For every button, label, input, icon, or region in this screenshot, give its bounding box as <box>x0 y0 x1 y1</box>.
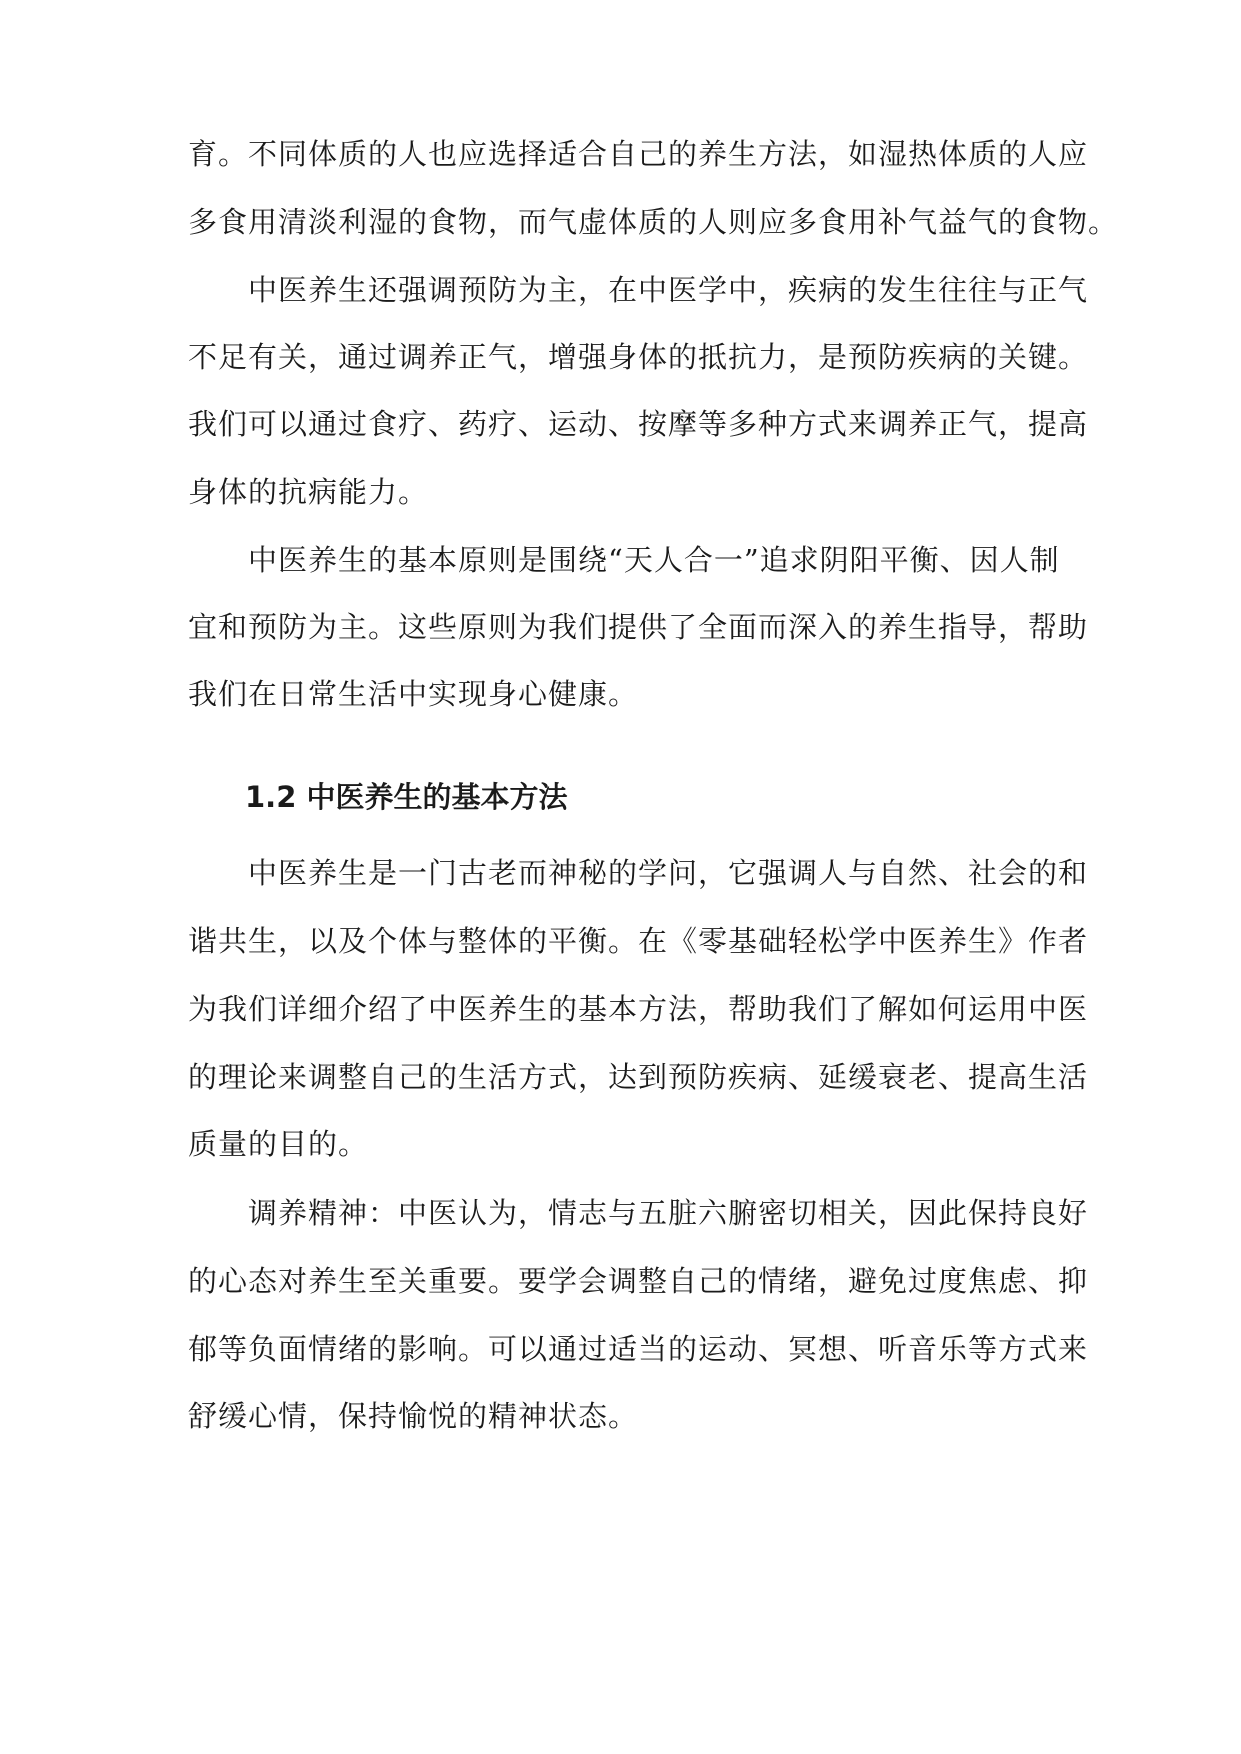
text-line: 育。不同体质的人也应选择适合自己的养生方法，如湿热体质的人应 <box>188 137 1089 171</box>
text-line: 身体的抗病能力。 <box>188 475 429 509</box>
text-line: 为我们详细介绍了中医养生的基本方法，帮助我们了解如何运用中医 <box>188 992 1089 1026</box>
text-line: 中医养生的基本原则是围绕“天人合一”追求阴阳平衡、因人制 <box>188 543 1060 577</box>
text-line: 的心态对养生至关重要。要学会调整自己的情绪，避免过度焦虑、抑 <box>188 1264 1089 1298</box>
text-line: 不足有关，通过调养正气，增强身体的抵抗力，是预防疾病的关键。 <box>188 340 1089 374</box>
section-heading: 1.2 中医养生的基本方法 <box>245 780 568 814</box>
text-line: 多食用清淡利湿的食物，而气虚体质的人则应多食用补气益气的食物。 <box>188 205 1119 239</box>
text-line: 中医养生是一门古老而神秘的学问，它强调人与自然、社会的和 <box>188 856 1089 890</box>
text-line: 舒缓心情，保持愉悦的精神状态。 <box>188 1399 639 1433</box>
text-line: 的理论来调整自己的生活方式，达到预防疾病、延缓衰老、提高生活 <box>188 1060 1089 1094</box>
text-line: 质量的目的。 <box>188 1127 369 1161</box>
text-line: 调养精神：中医认为，情志与五脏六腑密切相关，因此保持良好 <box>188 1196 1089 1230</box>
text-line: 宜和预防为主。这些原则为我们提供了全面而深入的养生指导，帮助 <box>188 610 1089 644</box>
text-line: 我们在日常生活中实现身心健康。 <box>188 677 639 711</box>
text-line: 我们可以通过食疗、药疗、运动、按摩等多种方式来调养正气，提高 <box>188 407 1089 441</box>
text-line: 谐共生，以及个体与整体的平衡。在《零基础轻松学中医养生》作者 <box>188 924 1089 958</box>
text-line: 中医养生还强调预防为主，在中医学中，疾病的发生往往与正气 <box>188 273 1089 307</box>
text-line: 郁等负面情绪的影响。可以通过适当的运动、冥想、听音乐等方式来 <box>188 1332 1089 1366</box>
